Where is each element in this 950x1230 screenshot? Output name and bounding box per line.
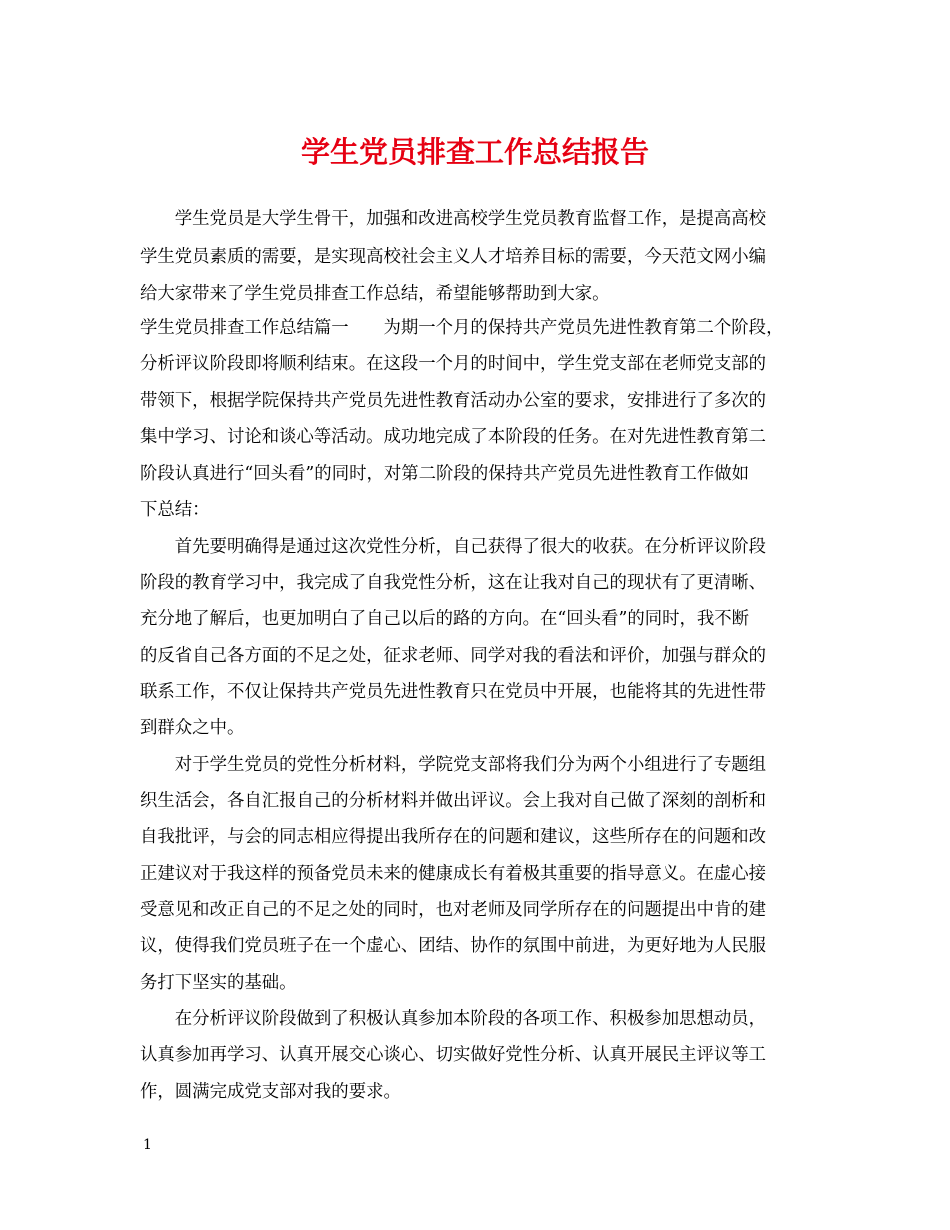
text-line: 集中学习、讨论和谈心等活动。成功地完成了本阶段的任务。在对先进性教育第二 (140, 427, 767, 447)
text-line: 阶段认真进行“回头看”的同时，对第二阶段的保持共产党员先进性教育工作做如 (140, 464, 750, 484)
text-line: 的反省自己各方面的不足之处，征求老师、同学对我的看法和评价，加强与群众的 (140, 646, 767, 666)
text-line: 作，圆满完成党支部对我的要求。 (140, 1082, 401, 1102)
text-line: 织生活会，各自汇报自己的分析材料并做出评议。会上我对自己做了深刻的剖析和 (140, 791, 767, 811)
text-line: 首先要明确得是通过这次党性分析，自己获得了很大的收获。在分析评议阶段 (140, 537, 767, 557)
text-line: 充分地了解后，也更加明白了自己以后的路的方向。在“回头看”的同时，我不断 (140, 609, 750, 629)
text-line: 到群众之中。 (140, 718, 245, 738)
text-line: 受意见和改正自己的不足之处的同时，也对老师及同学所存在的问题提出中肯的建 (140, 900, 767, 920)
page-number: 1 (143, 1137, 152, 1153)
text-line: 正建议对于我这样的预备党员未来的健康成长有着极其重要的指导意义。在虚心接 (140, 864, 767, 884)
text-line: 认真参加再学习、认真开展交心谈心、切实做好党性分析、认真开展民主评议等工 (140, 1045, 767, 1065)
text-line: 学生党员排查工作总结篇一 为期一个月的保持共产党员先进性教育第二个阶段， (140, 318, 784, 338)
text-line: 学生党员是大学生骨干，加强和改进高校学生党员教育监督工作，是提高高校 (140, 209, 767, 229)
text-line: 议，使得我们党员班子在一个虚心、团结、协作的氛围中前进，为更好地为人民服 (140, 936, 767, 956)
text-line: 分析评议阶段即将顺利结束。在这段一个月的时间中，学生党支部在老师党支部的 (140, 354, 767, 374)
text-line: 给大家带来了学生党员排查工作总结，希望能够帮助到大家。 (140, 284, 610, 304)
text-line: 联系工作，不仅让保持共产党员先进性教育只在党员中开展，也能将其的先进性带 (140, 682, 767, 702)
text-line: 阶段的教育学习中，我完成了自我党性分析，这在让我对自己的现状有了更清晰、 (140, 573, 767, 593)
text-line: 自我批评，与会的同志相应得提出我所存在的问题和建议，这些所存在的问题和改 (140, 827, 767, 847)
text-line: 在分析评议阶段做到了积极认真参加本阶段的各项工作、积极参加思想动员， (140, 1009, 767, 1029)
text-line: 对于学生党员的党性分析材料，学院党支部将我们分为两个小组进行了专题组 (140, 755, 767, 775)
text-line: 务打下坚实的基础。 (140, 973, 297, 993)
text-line: 学生党员素质的需要，是实现高校社会主义人才培养目标的需要，今天范文网小编 (140, 247, 767, 267)
text-line: 下总结： (140, 500, 210, 520)
page-title: 学生党员排查工作总结报告 (300, 135, 649, 169)
text-line: 带领下，根据学院保持共产党员先进性教育活动办公室的要求，安排进行了多次的 (140, 391, 767, 411)
